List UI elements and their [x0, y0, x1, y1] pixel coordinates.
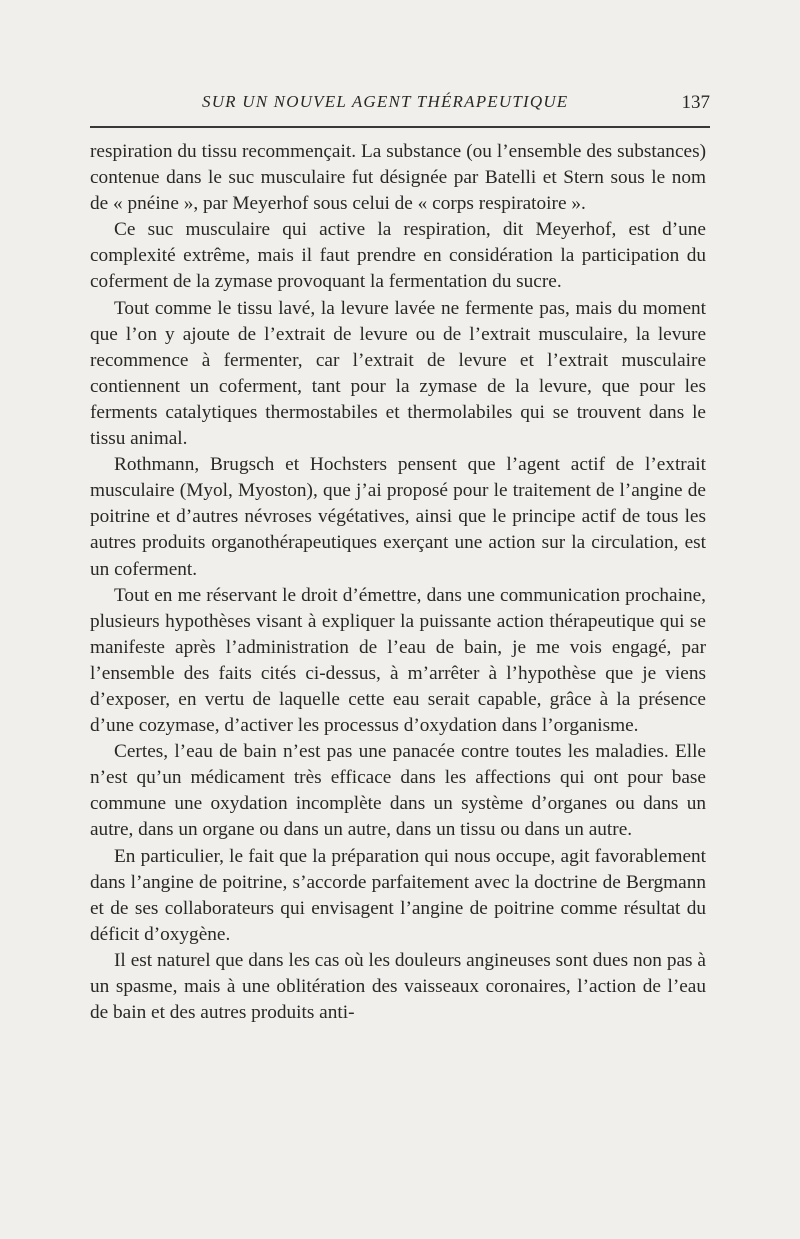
paragraph: respiration du tissu recommençait. La substance (ou l’ensemble des substances) contenue dans le suc musculaire fut désignée par Batelli et Stern sous le nom de « pnéine », par Meyerhof sous celui de « corps respiratoire ». [90, 141, 706, 215]
running-title: SUR UN NOUVEL AGENT THÉRAPEUTIQUE [202, 92, 569, 111]
paragraph: Certes, l’eau de bain n’est pas une panacée contre toutes les maladies. Elle n’est qu’un médicament très efficace dans les affections qui ont pour base commune une oxydation incomplète dans un système d’organes ou dans un autre, dans un organe ou dans un autre, dans un tissu ou dans un autre. [90, 741, 706, 841]
paragraph: Rothmann, Brugsch et Hochsters pensent que l’agent actif de l’extrait musculaire (Myol, Myoston), que j’ai proposé pour le traitement de l’angine de poitrine et d’autres névroses végétatives, ainsi que le principe actif de tous les autres produits organothérapeutiques exerçant une action sur la circulation, est un coferment. [90, 454, 706, 580]
paragraph: En particulier, le fait que la préparation qui nous occupe, agit favorablement dans l’angine de poitrine, s’accorde parfaitement avec la doctrine de Bergmann et de ses collaborateurs qui envisagent l’angine de poitrine comme résultat du déficit d’oxygène. [90, 845, 706, 945]
body-text [90, 139, 706, 1026]
header-rule [90, 126, 710, 128]
paragraph: Tout en me réservant le droit d’émettre, dans une communication prochaine, plusieurs hypothèses visant à expliquer la puissante action thérapeutique qui se manifeste après l’administration de l’eau de bain, je me vois engagé, par l’ensemble des faits cités ci-dessus, à m’arrêter à l’hypothèse que je viens d’exposer, en vertu de laquelle cette eau serait capable, grâce à la présence d’une cozymase, d’activer les processus d’oxydation dans l’organisme. [90, 584, 706, 737]
running-head [90, 92, 710, 116]
paragraph: Tout comme le tissu lavé, la levure lavée ne fermente pas, mais du moment que l’on y ajoute de l’extrait de levure ou de l’extrait musculaire, la levure recommence à fermenter, car l’extrait de levure et l’extrait musculaire contiennent un coferment, tant pour la zymase de la levure, que pour les ferments catalytiques thermostabiles et thermolabiles qui se trouvent dans le tissu animal. [90, 297, 706, 450]
page-number: 137 [681, 92, 710, 113]
paragraph: Il est naturel que dans les cas où les douleurs angineuses sont dues non pas à un spasme, mais à une oblitération des vaisseaux coronaires, l’action de l’eau de bain et des autres produits anti- [90, 949, 706, 1024]
paragraph: Ce suc musculaire qui active la respiration, dit Meyerhof, est d’une complexité extrême, mais il faut prendre en considération la participation du coferment de la zymase provoquant la fermentation du sucre. [90, 219, 706, 293]
